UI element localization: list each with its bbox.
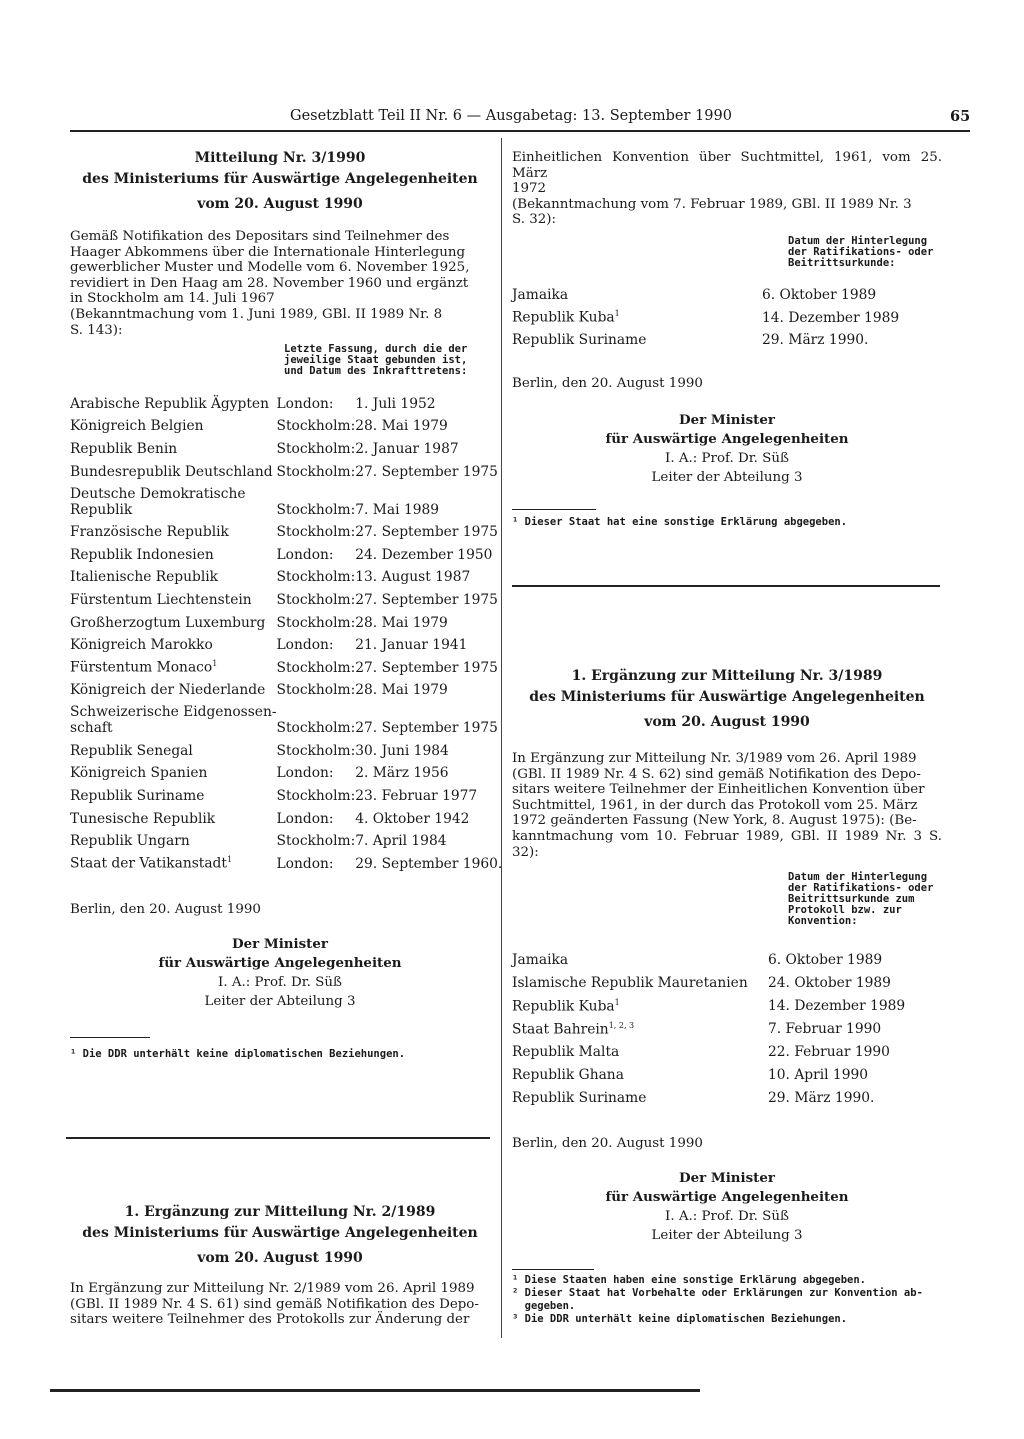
table-row xyxy=(70,434,502,457)
effective-date: 7. April 1984 xyxy=(355,833,447,850)
header-rule xyxy=(70,130,970,132)
treaty-place: Stockholm: xyxy=(276,720,356,737)
signature-line: I. A.: Prof. Dr. Süß xyxy=(665,451,789,467)
body-line: (GBl. II 1989 Nr. 4 S. 62) sind gemäß Notifikation des Depo- xyxy=(512,766,921,782)
deposit-date: 29. März 1990. xyxy=(762,332,869,349)
signature-line: Leiter der Abteilung 3 xyxy=(204,993,356,1009)
state-name: Jamaika xyxy=(512,287,569,304)
notice-title: Mitteilung Nr. 3/1990 xyxy=(194,150,366,166)
footnote: ³ Die DDR unterhält keine diplomatischen Beziehungen. xyxy=(512,1313,848,1326)
body-line: Suchtmittel, 1961, in der durch das Protokoll vom 25. März xyxy=(512,797,918,813)
treaty-place: Stockholm: xyxy=(276,463,356,480)
supplement-3-1989 xyxy=(512,666,942,1326)
treaty-place: London: xyxy=(276,855,334,872)
treaty-place: Stockholm: xyxy=(276,659,356,676)
table-row xyxy=(70,585,502,608)
section-separator xyxy=(512,585,940,587)
notice-body xyxy=(70,1281,490,1328)
signature-line: I. A.: Prof. Dr. Süß xyxy=(218,974,342,990)
table-column-header xyxy=(788,236,942,269)
state-name: Staat Bahrein$^{1, 2, 3}$ xyxy=(512,1020,635,1038)
footnote-marker: 1, 2, 3 xyxy=(608,1020,635,1030)
state-name: Fürstentum Liechtenstein xyxy=(70,591,252,608)
column-header-line: Beitrittsurkunde zum xyxy=(788,893,915,906)
body-line: In Ergänzung zur Mitteilung Nr. 3/1989 vom 26. April 1989 xyxy=(512,751,917,766)
footnote-rule xyxy=(70,1037,150,1038)
column-header-line: Letzte Fassung, durch die der xyxy=(284,343,468,356)
state-name: Jamaika xyxy=(512,952,569,969)
column-header-line: Konvention: xyxy=(788,915,858,928)
state-name: Italienische Republik xyxy=(70,569,219,586)
notice-title: 1. Ergänzung zur Mitteilung Nr. 2/1989 xyxy=(124,1204,436,1220)
body-line: 1972 geänderten Fassung (New York, 8. August 1975): (Be- xyxy=(512,813,917,829)
body-line: S. 32): xyxy=(512,212,556,228)
table-row xyxy=(70,698,502,736)
body-line: (Bekanntmachung vom 7. Februar 1989, GBl. II 1989 Nr. 3 xyxy=(512,196,912,212)
effective-date: 2. Januar 1987 xyxy=(355,440,459,457)
state-name: Bundesrepublik Deutschland xyxy=(70,463,273,480)
effective-date: 21. Januar 1941 xyxy=(355,637,468,654)
notice-heading xyxy=(70,1202,490,1269)
table-row xyxy=(512,1060,942,1083)
effective-date: 27. September 1975 xyxy=(355,720,498,737)
state-name: Republik Malta xyxy=(512,1044,620,1061)
state-name: Deutsche Demokratische Republik xyxy=(70,485,246,518)
signature-line: Leiter der Abteilung 3 xyxy=(651,470,803,486)
treaty-place: Stockholm: xyxy=(276,418,356,435)
body-line: sitars weitere Teilnehmer der Einheitlichen Konvention über xyxy=(512,782,925,798)
body-line: Einheitlichen Konvention über Suchtmittel, 1961, vom 25. März xyxy=(512,150,942,181)
state-name: Republik Ungarn xyxy=(70,833,190,850)
page-header xyxy=(70,108,970,130)
states-table xyxy=(70,389,502,872)
notice-3-1990 xyxy=(70,148,503,1061)
table-row xyxy=(512,1083,942,1106)
body-line: Haager Abkommens über die Internationale Hinterlegung xyxy=(70,244,466,260)
states-table xyxy=(512,945,942,1106)
signature-line: Der Minister xyxy=(232,935,328,952)
treaty-place: Stockholm: xyxy=(276,524,356,541)
table-row xyxy=(70,412,502,435)
treaty-place: London: xyxy=(276,765,334,782)
column-header-line: jeweilige Staat gebunden ist, xyxy=(284,354,468,367)
table-row xyxy=(512,281,942,304)
column-header-line: Beitrittsurkunde: xyxy=(788,256,896,269)
table-row xyxy=(512,1014,942,1037)
table-row xyxy=(70,631,502,654)
body-line: gewerblicher Muster und Modelle vom 6. November 1925, xyxy=(70,260,470,276)
page-number: 65 xyxy=(950,108,971,125)
effective-date: 13. August 1987 xyxy=(355,569,471,586)
notice-date: vom 20. August 1990 xyxy=(197,1250,363,1266)
state-name: Königreich Spanien xyxy=(70,765,208,782)
effective-date: 24. Dezember 1950 xyxy=(355,546,493,563)
effective-date: 28. Mai 1979 xyxy=(355,614,448,631)
effective-date: 2. März 1956 xyxy=(355,765,449,782)
treaty-place: London: xyxy=(276,546,334,563)
place-date: Berlin, den 20. August 1990 xyxy=(70,901,261,917)
state-name: Republik Suriname xyxy=(70,788,205,805)
state-name: Republik Kuba$^1$ xyxy=(512,309,620,326)
place-date: Berlin, den 20. August 1990 xyxy=(512,376,703,392)
treaty-place: Stockholm: xyxy=(276,682,356,699)
signature-line: I. A.: Prof. Dr. Süß xyxy=(665,1209,789,1225)
footnote-marker: 1 xyxy=(614,997,620,1007)
table-row xyxy=(70,540,502,563)
table-column-header xyxy=(788,872,942,927)
column-header-line: der Ratifikations- oder xyxy=(788,882,934,895)
footnote: gegeben. xyxy=(512,1300,576,1313)
table-row xyxy=(512,1037,942,1060)
footnote: ¹ Die DDR unterhält keine diplomatischen Beziehungen. xyxy=(70,1047,406,1060)
body-line: sitars weitere Teilnehmer des Protokolls zur Änderung der xyxy=(70,1312,470,1328)
treaty-place: Stockholm: xyxy=(276,788,356,805)
notice-body xyxy=(512,150,942,228)
table-row xyxy=(70,563,502,586)
signature-line: für Auswärtige Angelegenheiten xyxy=(605,1189,849,1206)
table-row xyxy=(70,736,502,759)
state-name: Republik Ghana xyxy=(512,1067,624,1084)
deposit-date: 6. Oktober 1989 xyxy=(768,952,883,969)
notice-ministry: des Ministeriums für Auswärtige Angelegenheiten xyxy=(82,1225,478,1241)
treaty-place: Stockholm: xyxy=(276,742,356,759)
table-row xyxy=(70,389,502,412)
body-line: revidiert in Den Haag am 28. November 1960 und ergänzt xyxy=(70,275,469,291)
body-line: S. 143): xyxy=(70,322,123,338)
notice-body xyxy=(512,751,942,860)
signature-line: Leiter der Abteilung 3 xyxy=(651,1228,803,1244)
effective-date: 30. Juni 1984 xyxy=(355,742,449,759)
signature-line: für Auswärtige Angelegenheiten xyxy=(605,431,849,448)
treaty-place: Stockholm: xyxy=(276,501,356,518)
signature-line: Der Minister xyxy=(679,412,775,429)
state-name: Republik Senegal xyxy=(70,742,193,759)
footnote: ¹ Dieser Staat hat eine sonstige Erklärung abgegeben. xyxy=(512,516,848,529)
table-column-header xyxy=(284,344,490,377)
table-row xyxy=(70,480,502,518)
column-header-line: Datum der Hinterlegung xyxy=(788,234,928,247)
table-row xyxy=(70,457,502,480)
column-header-line: Datum der Hinterlegung xyxy=(788,871,928,884)
signature-block xyxy=(512,411,942,487)
table-row xyxy=(512,968,942,991)
column-header-line: Protokoll bzw. zur xyxy=(788,904,902,917)
table-row xyxy=(512,945,942,968)
table-row xyxy=(512,991,942,1014)
footnote-marker: 1 xyxy=(614,309,620,319)
effective-date: 7. Mai 1989 xyxy=(355,501,440,518)
table-row xyxy=(512,326,942,349)
state-name: Tunesische Republik xyxy=(70,810,216,827)
notice-heading xyxy=(70,148,490,215)
state-name: Republik Kuba$^1$ xyxy=(512,997,620,1015)
header-title: Gesetzblatt Teil II Nr. 6 — Ausgabetag: 13. September 1990 xyxy=(290,108,732,124)
notice-date: vom 20. August 1990 xyxy=(197,196,363,212)
footnotes xyxy=(512,1274,942,1326)
effective-date: 4. Oktober 1942 xyxy=(355,810,470,827)
state-name: Fürstentum Monaco$^1$ xyxy=(70,659,218,676)
treaty-place: Stockholm: xyxy=(276,569,356,586)
effective-date: 29. September 1960. xyxy=(355,855,503,872)
table-row xyxy=(70,849,502,872)
treaty-place: London: xyxy=(276,395,334,412)
body-line: In Ergänzung zur Mitteilung Nr. 2/1989 vom 26. April 1989 xyxy=(70,1281,475,1296)
body-line: (Bekanntmachung vom 1. Juni 1989, GBl. II 1989 Nr. 8 xyxy=(70,306,443,322)
footnote: ² Dieser Staat hat Vorbehalte oder Erklärungen zur Konvention ab- xyxy=(512,1287,923,1300)
notice-ministry: des Ministeriums für Auswärtige Angelegenheiten xyxy=(82,171,478,187)
effective-date: 27. September 1975 xyxy=(355,659,498,676)
page-bottom-rule xyxy=(50,1389,700,1392)
state-name: Königreich der Niederlande xyxy=(70,682,266,699)
notice-ministry: des Ministeriums für Auswärtige Angelegenheiten xyxy=(529,689,925,705)
deposit-date: 29. März 1990. xyxy=(768,1090,875,1107)
table-row xyxy=(70,518,502,541)
treaty-place: London: xyxy=(276,637,334,654)
state-name: Französische Republik xyxy=(70,524,229,541)
body-line: kanntmachung vom 10. Februar 1989, GBl. II 1989 Nr. 3 S. 32): xyxy=(512,828,942,860)
footnote-rule xyxy=(512,509,596,510)
place-date: Berlin, den 20. August 1990 xyxy=(512,1136,703,1152)
notice-title: 1. Ergänzung zur Mitteilung Nr. 3/1989 xyxy=(571,668,883,684)
table-row xyxy=(512,303,942,326)
state-name: Islamische Republik Mauretanien xyxy=(512,975,748,992)
continuation-section xyxy=(512,150,942,529)
footnote-marker: 1 xyxy=(212,659,218,669)
state-name: Königreich Belgien xyxy=(70,418,204,435)
deposit-date: 24. Oktober 1989 xyxy=(768,975,891,992)
footnote-rule xyxy=(512,1269,594,1270)
supplement-2-1989 xyxy=(70,1202,490,1328)
treaty-place: Stockholm: xyxy=(276,614,356,631)
deposit-date: 22. Februar 1990 xyxy=(768,1044,890,1061)
signature-line: für Auswärtige Angelegenheiten xyxy=(158,954,402,971)
treaty-place: London: xyxy=(276,810,334,827)
table-row xyxy=(70,759,502,782)
deposit-date: 14. Dezember 1989 xyxy=(768,998,906,1015)
treaty-place: Stockholm: xyxy=(276,440,356,457)
state-name: Schweizerische Eidgenossen- schaft xyxy=(70,704,277,737)
column-header-line: der Ratifikations- oder xyxy=(788,245,934,258)
deposit-date: 6. Oktober 1989 xyxy=(762,287,877,304)
treaty-place: Stockholm: xyxy=(276,591,356,608)
table-row xyxy=(70,827,502,850)
effective-date: 23. Februar 1977 xyxy=(355,788,478,805)
effective-date: 27. September 1975 xyxy=(355,524,498,541)
section-separator xyxy=(66,1137,490,1139)
signature-block xyxy=(70,935,490,1011)
treaty-place: Stockholm: xyxy=(276,833,356,850)
notice-date: vom 20. August 1990 xyxy=(644,714,810,730)
table-row xyxy=(70,653,502,676)
effective-date: 1. Juli 1952 xyxy=(355,395,436,412)
deposit-date: 14. Dezember 1989 xyxy=(762,309,900,326)
body-line: in Stockholm am 14. Juli 1967 xyxy=(70,291,275,307)
deposit-date: 7. Februar 1990 xyxy=(768,1021,882,1038)
state-name: Republik Benin xyxy=(70,440,178,457)
signature-line: Der Minister xyxy=(679,1170,775,1187)
effective-date: 27. September 1975 xyxy=(355,591,498,608)
states-table xyxy=(512,281,942,349)
table-row xyxy=(70,804,502,827)
deposit-date: 10. April 1990 xyxy=(768,1067,869,1084)
effective-date: 28. Mai 1979 xyxy=(355,682,448,699)
state-name: Republik Indonesien xyxy=(70,546,214,563)
state-name: Staat der Vatikanstadt$^1$ xyxy=(70,855,233,872)
body-line: 1972 xyxy=(512,181,547,197)
effective-date: 28. Mai 1979 xyxy=(355,418,448,435)
table-row xyxy=(70,781,502,804)
table-row xyxy=(70,676,502,699)
effective-date: 27. September 1975 xyxy=(355,463,498,480)
signature-block xyxy=(512,1169,942,1245)
body-line: Gemäß Notifikation des Depositars sind Teilnehmer des xyxy=(70,229,450,244)
notice-heading xyxy=(512,666,942,733)
state-name: Republik Suriname xyxy=(512,1090,647,1107)
state-name: Großherzogtum Luxemburg xyxy=(70,614,266,631)
notice-body xyxy=(70,229,490,338)
state-name: Königreich Marokko xyxy=(70,637,213,654)
footnote: ¹ Diese Staaten haben eine sonstige Erklärung abgegeben. xyxy=(512,1274,867,1287)
body-line: (GBl. II 1989 Nr. 4 S. 61) sind gemäß Notifikation des Depo- xyxy=(70,1296,479,1312)
state-name: Arabische Republik Ägypten xyxy=(70,395,269,412)
column-header-line: und Datum des Inkrafttretens: xyxy=(284,365,468,378)
state-name: Republik Suriname xyxy=(512,332,647,349)
footnote-marker: 1 xyxy=(226,855,233,865)
table-row xyxy=(70,608,502,631)
